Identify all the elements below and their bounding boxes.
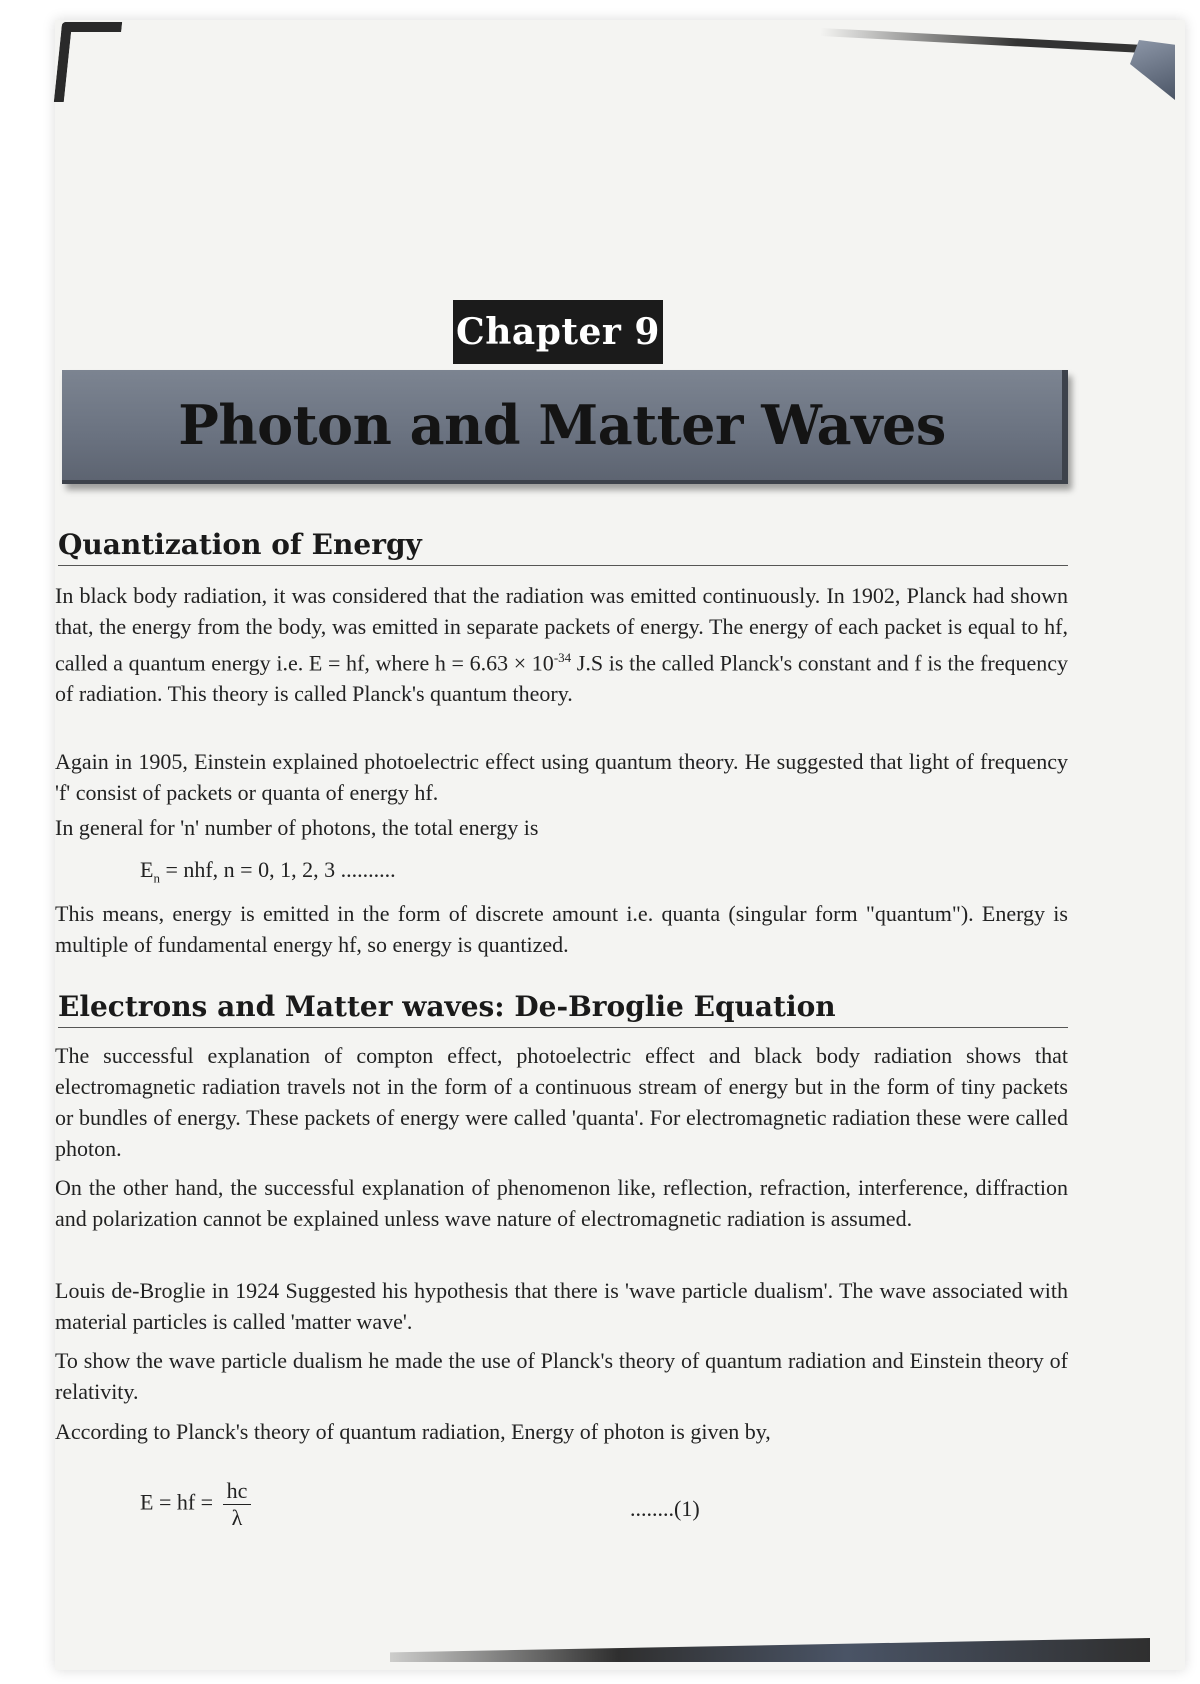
paragraph-planck	[55, 580, 1068, 709]
paragraph-einstein: Again in 1905, Einstein explained photoelectric effect using quantum theory. He suggested that light of frequency 'f' consist of packets or quanta of energy hf.	[55, 749, 1068, 805]
section-heading-debroglie: Electrons and Matter waves: De-Broglie Equation	[58, 990, 1068, 1028]
paragraph-general: In general for 'n' number of photons, the total energy is	[55, 815, 539, 840]
paragraph-planck-energy: According to Planck's theory of quantum radiation, Energy of photon is given by,	[55, 1419, 771, 1444]
eq-rhs: = nhf, n = 0, 1, 2, 3 ..........	[159, 857, 396, 882]
paragraph-wave-nature: On the other hand, the successful explanation of phenomenon like, reflection, refraction, interference, diffraction and polarization cannot be explained unless wave nature of electromagnetic radiation is assumed.	[55, 1175, 1068, 1231]
equation-number: ........(1)	[630, 1496, 700, 1521]
section-heading-quantization: Quantization of Energy	[58, 528, 1068, 566]
fraction-numerator: hc	[223, 1478, 252, 1505]
eq-lhs: E	[140, 857, 154, 882]
eq1-lhs: E = hf =	[140, 1489, 219, 1515]
text-fragment: In black body radiation, it was considered that the radiation was emitted continuously. In 1902, Planck had shown that, the energy from the body, was emitted in separate packets of energy. The energy of each packet is equal to hf, called a quantum energy i.e. E = hf, where h = 6.63 × 10	[55, 583, 1068, 676]
paragraph-quantized: This means, energy is emitted in the form of discrete amount i.e. quanta (singular form "quantum"). Energy is multiple of fundamental energy hf, so energy is quantized.	[55, 901, 1068, 957]
page-corner-shadow	[54, 22, 122, 102]
text-fragment: J.S is the called Planck's constant and f is the frequency of radiation. This theory is called Planck's quantum theory.	[55, 650, 1068, 707]
paragraph-hypothesis: Louis de-Broglie in 1924 Suggested his hypothesis that there is 'wave particle dualism'. The wave associated with material particles is called 'matter wave'.	[55, 1278, 1068, 1334]
title-banner	[62, 370, 1068, 484]
eq-subscript: n	[153, 870, 160, 886]
equation-photon-energy	[140, 1478, 251, 1531]
paragraph-dualism: To show the wave particle dualism he made the use of Planck's theory of quantum radiation and Einstein theory of relativity.	[55, 1348, 1068, 1404]
exponent: -34	[553, 650, 572, 665]
fraction-denominator: λ	[231, 1505, 243, 1530]
fraction	[223, 1478, 252, 1531]
chapter-label: Chapter 9	[453, 300, 663, 364]
chapter-title: Photon and Matter Waves	[178, 393, 946, 457]
equation-energy-n	[140, 857, 396, 886]
paragraph-compton: The successful explanation of compton effect, photoelectric effect and black body radiation shows that electromagnetic radiation travels not in the form of a continuous stream of energy but in the form of tiny packets or bundles of energy. These packets of energy were called 'quanta'. For electromagnetic radiation these were called photon.	[55, 1043, 1068, 1161]
